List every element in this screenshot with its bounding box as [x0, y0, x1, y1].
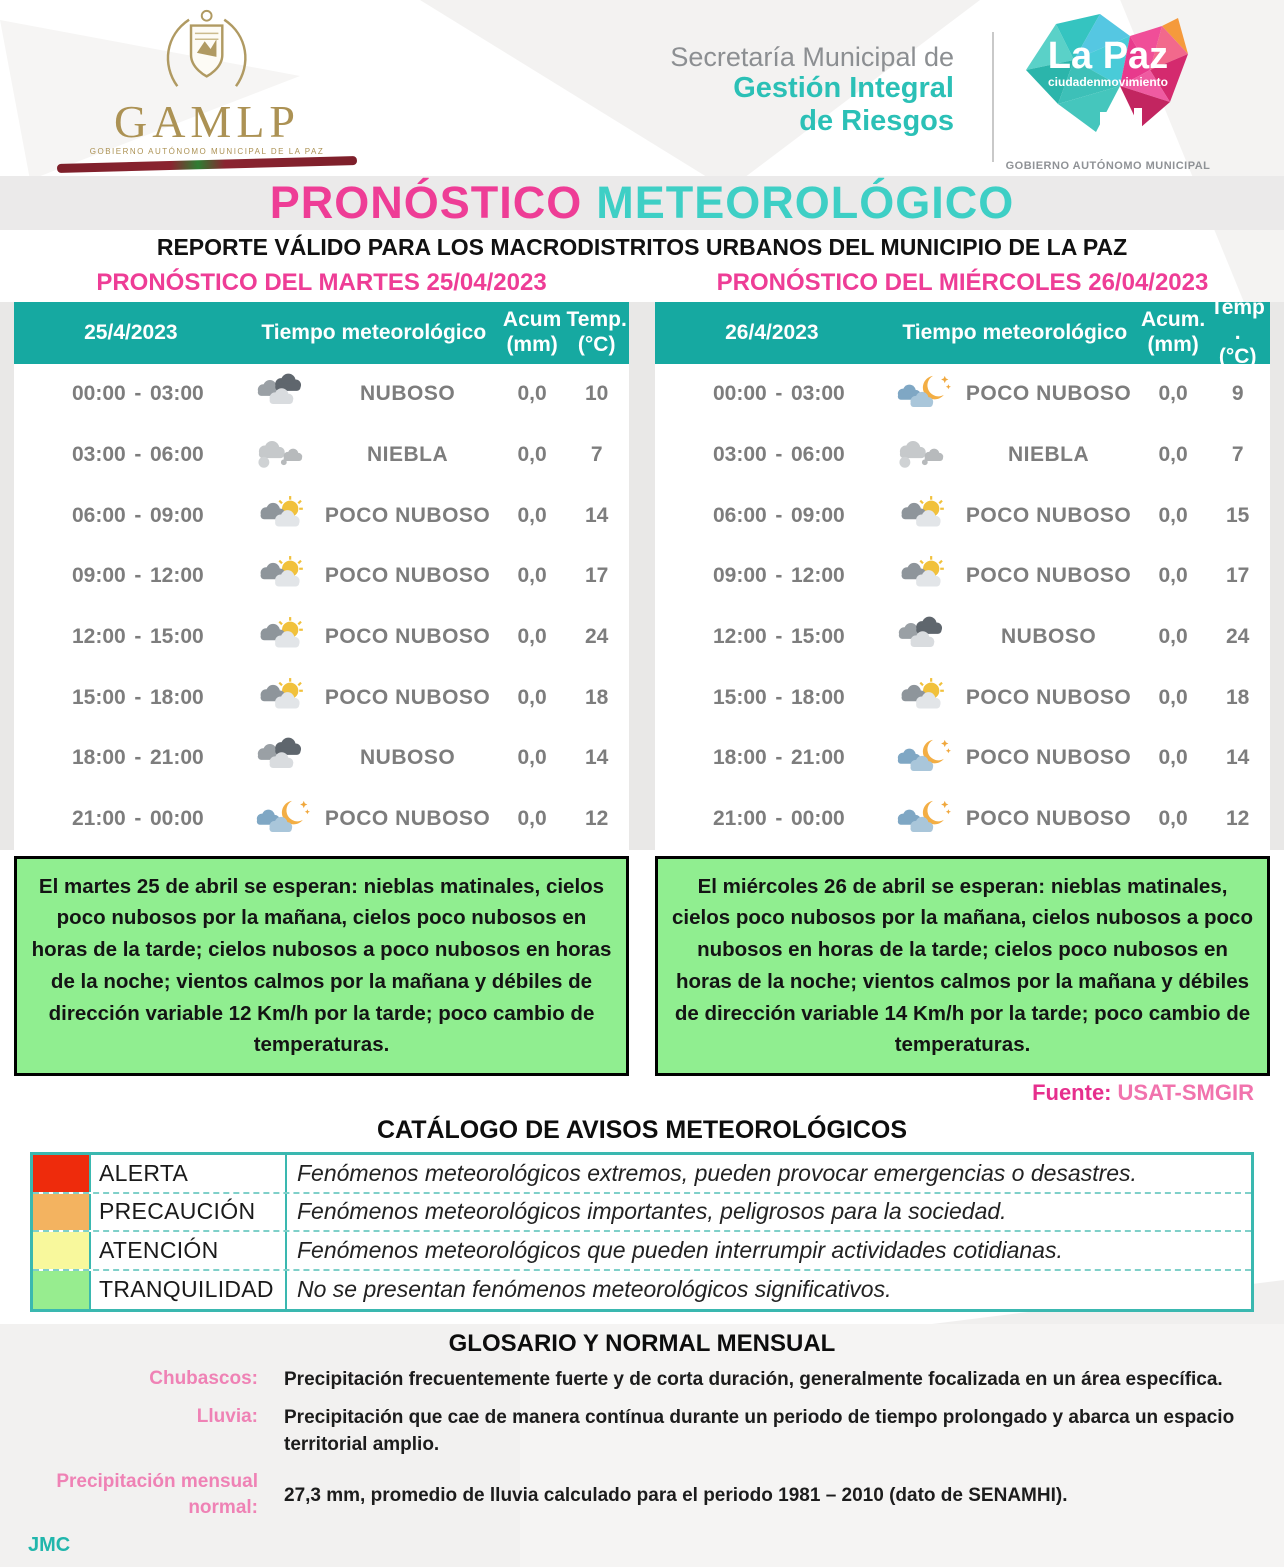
- forecast-row: [655, 364, 1270, 425]
- time-dash: -: [775, 503, 783, 527]
- time-from: 12:00: [72, 625, 126, 649]
- moon-clouds-icon: [248, 798, 316, 840]
- source-value: USAT-SMGIR: [1117, 1080, 1254, 1106]
- col-temp: Temp .: [1210, 295, 1265, 344]
- level-label: PRECAUCIÓN: [91, 1194, 287, 1231]
- temp-value: 9: [1231, 382, 1244, 406]
- acum-value: 0,0: [517, 382, 547, 406]
- glossary-definition: Precipitación que cae de manera contínua durante un periodo de tiempo prolongado y abarca un espacio territorial amplio.: [284, 1406, 1235, 1456]
- acum-value: 0,0: [517, 685, 547, 709]
- catalog-row: [33, 1271, 1251, 1310]
- time-range: [655, 746, 889, 770]
- secretaria-line3: de Riesgos: [799, 104, 954, 137]
- forecast-title-tuesday: PRONÓSTICO DEL MARTES 25/04/2023: [96, 269, 547, 296]
- lapaz-title: La Paz: [1047, 35, 1169, 77]
- level-label: ALERTA: [91, 1155, 287, 1192]
- time-to: 12:00: [790, 564, 845, 588]
- table-header: [655, 295, 1270, 369]
- acum-value: 0,0: [1158, 443, 1188, 467]
- sun-clouds-icon: [889, 677, 957, 719]
- lapaz-caption: GOBIERNO AUTÓNOMO MUNICIPAL: [1005, 160, 1211, 172]
- level-color-swatch: [33, 1271, 91, 1310]
- forecast-row: [14, 546, 629, 607]
- gamlp-ribbon: [57, 156, 357, 173]
- time-to: 03:00: [149, 382, 204, 406]
- forecast-row: [14, 364, 629, 425]
- time-to: 06:00: [790, 443, 845, 467]
- acum-value: 0,0: [1158, 564, 1188, 588]
- gamlp-caption: GOBIERNO AUTÓNOMO MUNICIPAL DE LA PAZ: [89, 147, 325, 156]
- forecast-row: [14, 425, 629, 486]
- moon-clouds-icon: [889, 798, 957, 840]
- forecast-row: [655, 728, 1270, 789]
- condition-label: NUBOSO: [1000, 625, 1097, 649]
- time-range: [14, 625, 248, 649]
- time-range: [655, 504, 889, 528]
- acum-value: 0,0: [1158, 807, 1188, 831]
- gamlp-wordmark: GAMLP: [113, 96, 301, 147]
- time-range: [14, 382, 248, 406]
- acum-value: 0,0: [517, 746, 547, 770]
- glossary-entry: [0, 1366, 1284, 1394]
- condition-label: POCO NUBOSO: [965, 807, 1132, 831]
- time-to: 18:00: [149, 685, 204, 709]
- time-to: 09:00: [149, 503, 204, 527]
- time-range: [655, 625, 889, 649]
- condition-label: POCO NUBOSO: [324, 685, 491, 709]
- lapaz-logo: [1008, 8, 1208, 161]
- time-dash: -: [134, 746, 142, 770]
- temp-value: 15: [1225, 503, 1250, 527]
- secretaria-line2: Gestión Integral: [733, 72, 954, 105]
- temp-value: 18: [584, 685, 609, 709]
- main-title-part2: METEOROLÓGICO: [596, 177, 1015, 228]
- catalog-table: [30, 1152, 1254, 1312]
- forecast-table-tuesday: [14, 302, 629, 850]
- table-body: [655, 364, 1270, 850]
- temp-value: 14: [584, 503, 609, 527]
- time-from: 18:00: [72, 746, 126, 770]
- forecast-row: [14, 789, 629, 850]
- condition-label: POCO NUBOSO: [965, 564, 1132, 588]
- col-date: 26/4/2023: [725, 320, 819, 344]
- time-from: 06:00: [713, 503, 767, 527]
- forecast-row: [655, 667, 1270, 728]
- level-description: No se presentan fenómenos meteorológicos significativos.: [297, 1276, 892, 1303]
- time-from: 21:00: [713, 807, 767, 831]
- temp-value: 24: [1225, 625, 1250, 649]
- sun-clouds-icon: [248, 555, 316, 597]
- sun-clouds-icon: [889, 555, 957, 597]
- glossary-entry: [0, 1469, 1284, 1522]
- time-range: [655, 807, 889, 831]
- temp-value: 18: [1225, 685, 1250, 709]
- time-dash: -: [775, 443, 783, 467]
- col-acum-unit: (mm): [506, 333, 558, 356]
- time-to: 09:00: [790, 503, 845, 527]
- temp-value: 7: [590, 443, 603, 467]
- acum-value: 0,0: [1158, 625, 1188, 649]
- condition-label: POCO NUBOSO: [965, 503, 1132, 527]
- temp-value: 14: [1225, 746, 1250, 770]
- col-temp-unit: (°C): [577, 333, 616, 356]
- catalog-row: [33, 1155, 1251, 1194]
- condition-label: POCO NUBOSO: [324, 503, 491, 527]
- time-from: 15:00: [72, 685, 126, 709]
- author-initials: JMC: [28, 1533, 71, 1556]
- summary-box-tuesday: El martes 25 de abril se esperan: nieblas matinales, cielos poco nubosos por la mañana, cielos poco nubosos en horas de la tarde; cielos nubosos a poco nubosos en horas de la noche; vientos calmos por la mañana y débiles de dirección variable 12 Km/h por la tarde; poco cambio de temperaturas.: [14, 856, 629, 1077]
- glossary-entry: [0, 1404, 1284, 1459]
- level-color-swatch: [33, 1155, 91, 1192]
- summary-box-wednesday: El miércoles 26 de abril se esperan: nieblas matinales, cielos poco nubosos por la mañana, cielos nubosos a poco nubosos en horas de la tarde; cielos poco nubosos en horas de la noche; vientos calmos por la mañana y débiles de dirección variable 14 Km/h por la tarde; poco cambio de temperaturas.: [655, 856, 1270, 1077]
- time-dash: -: [775, 625, 783, 649]
- acum-value: 0,0: [517, 443, 547, 467]
- forecast-row: [655, 546, 1270, 607]
- time-from: 00:00: [713, 382, 767, 406]
- level-color-swatch: [33, 1194, 91, 1231]
- col-acum-unit: (mm): [1147, 333, 1199, 356]
- time-dash: -: [134, 443, 142, 467]
- acum-value: 0,0: [517, 564, 547, 588]
- lapaz-logo-icon: [1008, 8, 1208, 156]
- time-range: [655, 443, 889, 467]
- time-dash: -: [134, 382, 142, 406]
- forecast-row: [14, 728, 629, 789]
- condition-label: POCO NUBOSO: [324, 625, 491, 649]
- condition-label: NUBOSO: [359, 382, 456, 406]
- forecast-row: [655, 425, 1270, 486]
- time-to: 06:00: [149, 443, 204, 467]
- level-description: Fenómenos meteorológicos que pueden interrumpir actividades cotidianas.: [297, 1236, 1063, 1263]
- time-dash: -: [134, 564, 142, 588]
- time-from: 09:00: [72, 564, 126, 588]
- condition-label: POCO NUBOSO: [965, 685, 1132, 709]
- time-range: [14, 807, 248, 831]
- level-description: Fenómenos meteorológicos extremos, pueden provocar emergencias o desastres.: [297, 1159, 1137, 1186]
- header-divider: [992, 32, 994, 162]
- forecast-row: [655, 607, 1270, 668]
- time-to: 21:00: [790, 746, 845, 770]
- time-from: 15:00: [713, 685, 767, 709]
- condition-label: NIEBLA: [1007, 443, 1090, 467]
- temp-value: 12: [584, 807, 609, 831]
- acum-value: 0,0: [1158, 382, 1188, 406]
- time-to: 15:00: [149, 625, 204, 649]
- gamlp-crest-icon: [148, 6, 265, 94]
- fog-icon: [889, 434, 957, 476]
- time-from: 03:00: [72, 443, 126, 467]
- page-header: [0, 0, 1284, 176]
- time-range: [14, 443, 248, 467]
- time-dash: -: [134, 807, 142, 831]
- time-dash: -: [775, 564, 783, 588]
- time-to: 15:00: [790, 625, 845, 649]
- condition-label: POCO NUBOSO: [965, 382, 1132, 406]
- source-line: [0, 1076, 1284, 1106]
- time-range: [655, 686, 889, 710]
- forecast-tables: [0, 295, 1284, 850]
- time-from: 18:00: [713, 746, 767, 770]
- col-acum: Acum: [502, 308, 562, 332]
- catalog-title: CATÁLOGO DE AVISOS METEOROLÓGICOS: [376, 1115, 908, 1144]
- condition-label: POCO NUBOSO: [965, 746, 1132, 770]
- main-title: [0, 176, 1284, 230]
- time-from: 09:00: [713, 564, 767, 588]
- clouds-icon: [889, 616, 957, 658]
- col-weather: Tiempo meteorológico: [261, 320, 487, 344]
- col-acum: Acum.: [1141, 308, 1206, 332]
- temp-value: 10: [584, 382, 609, 406]
- condition-label: NUBOSO: [359, 746, 456, 770]
- time-to: 00:00: [149, 807, 204, 831]
- clouds-icon: [248, 373, 316, 415]
- forecast-row: [14, 667, 629, 728]
- forecast-row: [14, 607, 629, 668]
- temp-value: 14: [584, 746, 609, 770]
- glossary-term: Lluvia:: [196, 1405, 258, 1427]
- gamlp-logo: [52, 6, 362, 169]
- time-dash: -: [134, 503, 142, 527]
- level-description: Fenómenos meteorológicos importantes, peligrosos para la sociedad.: [297, 1198, 1007, 1225]
- glossary-term: Chubascos:: [149, 1368, 258, 1390]
- glossary-definition: Precipitación frecuentemente fuerte y de corta duración, generalmente focalizada en un área específica.: [284, 1369, 1223, 1391]
- sun-clouds-icon: [248, 616, 316, 658]
- time-dash: -: [134, 625, 142, 649]
- clouds-icon: [248, 737, 316, 779]
- temp-value: 12: [1225, 807, 1250, 831]
- condition-label: NIEBLA: [366, 443, 449, 467]
- time-range: [655, 382, 889, 406]
- acum-value: 0,0: [1158, 746, 1188, 770]
- lapaz-subtitle: ciudadenmovimiento: [1047, 75, 1169, 89]
- fog-icon: [248, 434, 316, 476]
- acum-value: 0,0: [517, 807, 547, 831]
- acum-value: 0,0: [1158, 503, 1188, 527]
- report-subtitle: REPORTE VÁLIDO PARA LOS MACRODISTRITOS URBANOS DEL MUNICIPIO DE LA PAZ: [156, 233, 1128, 260]
- glossary-title: GLOSARIO Y NORMAL MENSUAL: [448, 1330, 836, 1358]
- acum-value: 0,0: [517, 503, 547, 527]
- moon-clouds-icon: [889, 373, 957, 415]
- time-to: 12:00: [149, 564, 204, 588]
- sun-clouds-icon: [248, 495, 316, 537]
- col-temp-unit: (°C): [1218, 345, 1257, 369]
- condition-label: POCO NUBOSO: [324, 807, 491, 831]
- time-dash: -: [775, 807, 783, 831]
- glossary-definition: 27,3 mm, promedio de lluvia calculado para el periodo 1981 – 2010 (dato de SENAMHI).: [284, 1484, 1068, 1506]
- col-temp: Temp.: [566, 308, 627, 332]
- time-dash: -: [775, 746, 783, 770]
- catalog-row: [33, 1194, 1251, 1233]
- time-range: [14, 564, 248, 588]
- temp-value: 17: [584, 564, 609, 588]
- forecast-row: [655, 485, 1270, 546]
- time-from: 12:00: [713, 625, 767, 649]
- secretaria-title: [670, 42, 954, 137]
- table-body: [14, 364, 629, 850]
- time-to: 03:00: [790, 382, 845, 406]
- condition-label: POCO NUBOSO: [324, 564, 491, 588]
- main-title-part1: PRONÓSTICO: [269, 177, 583, 228]
- forecast-title-wednesday: PRONÓSTICO DEL MIÉRCOLES 26/04/2023: [716, 269, 1209, 296]
- table-header: [14, 302, 629, 364]
- level-label: TRANQUILIDAD: [91, 1271, 287, 1310]
- secretaria-line1: Secretaría Municipal de: [670, 42, 954, 72]
- acum-value: 0,0: [1158, 685, 1188, 709]
- glossary-term: Precipitación mensual normal:: [56, 1470, 258, 1519]
- forecast-table-wednesday: [655, 295, 1270, 850]
- level-label: ATENCIÓN: [91, 1232, 287, 1269]
- time-from: 03:00: [713, 443, 767, 467]
- time-to: 21:00: [149, 746, 204, 770]
- time-dash: -: [134, 685, 142, 709]
- catalog-row: [33, 1232, 1251, 1271]
- time-range: [14, 746, 248, 770]
- col-date: 25/4/2023: [84, 320, 178, 344]
- time-to: 18:00: [790, 685, 845, 709]
- col-weather: Tiempo meteorológico: [902, 320, 1128, 344]
- time-from: 21:00: [72, 807, 126, 831]
- time-range: [655, 564, 889, 588]
- acum-value: 0,0: [517, 625, 547, 649]
- forecast-row: [655, 789, 1270, 850]
- glossary-section: [0, 1324, 1284, 1567]
- time-dash: -: [775, 382, 783, 406]
- time-from: 00:00: [72, 382, 126, 406]
- time-dash: -: [775, 685, 783, 709]
- source-label: Fuente:: [1032, 1080, 1112, 1106]
- moon-clouds-icon: [889, 737, 957, 779]
- temp-value: 7: [1231, 443, 1244, 467]
- time-to: 00:00: [790, 807, 845, 831]
- time-from: 06:00: [72, 503, 126, 527]
- temp-value: 24: [584, 625, 609, 649]
- forecast-row: [14, 485, 629, 546]
- level-color-swatch: [33, 1232, 91, 1269]
- sun-clouds-icon: [889, 495, 957, 537]
- temp-value: 17: [1225, 564, 1250, 588]
- time-range: [14, 686, 248, 710]
- time-range: [14, 504, 248, 528]
- sun-clouds-icon: [248, 677, 316, 719]
